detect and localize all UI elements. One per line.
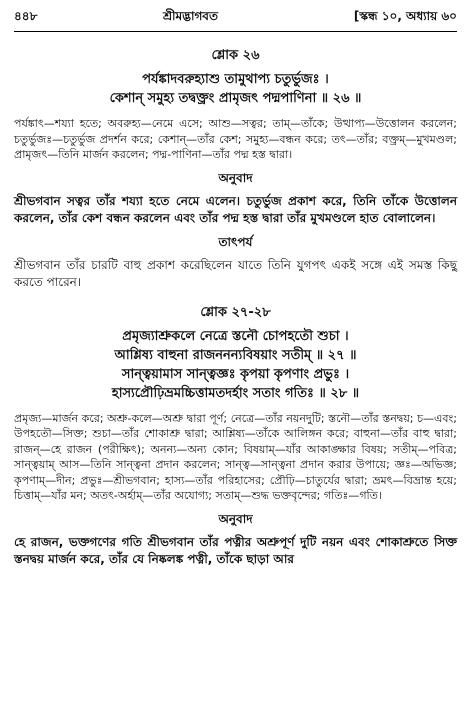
verse-26-translation: শ্রীভগবান সত্বর তাঁর শয্যা হতে নেমে এলেন। চতুর্ভুজ প্রকাশ করে, তিনি তাঁকে উত্তোলন করলেন, তাঁর কেশ বন্ধন করলেন এবং তাঁর পদ্ম হস্ত দ্বারা তাঁর মুখমণ্ডলে হাত বোলালেন। [14, 193, 457, 225]
verse-27-28-translation-heading: অনুবাদ [218, 511, 253, 526]
verse-27-28-text [14, 327, 457, 403]
page-number: ৪৪৮ [14, 9, 38, 23]
verse-27-28-synonyms: প্রমৃজ্য—মার্জন করে; অশ্রু-কলে—অশ্রু দ্বারা পূর্ণ; নেত্রে—তাঁর নয়নদুটি; স্তনৌ—তাঁর স্তনদ্বয়; চ—এবং; উপহতৌ—সিক্ত; শুচা—তাঁর শোকাশ্রু দ্বারা; আশ্লিষ্য—তাঁকে আলিঙ্গন করে; বাহুনা—তাঁর বাহু দ্বারা; রাজন্—হে রাজন (পরীক্ষিৎ); অনন্য—অন্য কোন; বিষয়াম্—যাঁর আকাঙ্ক্ষার বিষয়; সতীম্—পবিত্র; সান্ত্বয়াম্ আস—তিনি সান্ত্বনা প্রদান করলেন; সান্ত্ব—সান্ত্বনা প্রদান করার উপায়ে; জ্ঞঃ—অভিজ্ঞ; কৃপণাম্—দীন; প্রভুঃ—শ্রীভগবান; হাস্য—তাঁর পরিহাসের; প্রৌঢ়ি—চাতুর্যের দ্বারা; ভ্রমৎ—বিভ্রান্ত হয়ে; চিত্তাম্—যাঁর মন; অতৎ-অর্হাম্—তাঁর অযোগ্য; সতাম্—শুদ্ধ ভক্তবৃন্দের; গতিঃ—গতি। [14, 411, 457, 502]
verse-line: হাস্যপ্রৌঢ়িভ্রমচ্চিত্তামতদর্হাং সতাং গতিঃ ॥ ২৮ ॥ [111, 385, 360, 401]
chapter-location: [স্কন্ধ ১০, অধ্যায় ৬০ [353, 9, 457, 23]
verse-line: প্রমৃজ্যাশ্রুকলে নেত্রে স্তনৌ চোপহতৌ শুচা । [122, 328, 349, 344]
verse-26-title: শ্লোক ২৬ [211, 48, 260, 63]
verse-line: পর্যঙ্কাদবরুহ্যাশু তামুথাপ্য চতুর্ভুজঃ । [142, 72, 329, 87]
verse-27-28-title: শ্লোক ২৭-২৮ [200, 304, 271, 320]
verse-26-translation-heading: অনুবাদ [218, 170, 253, 185]
verse-line: সান্ত্বয়ামাস সান্ত্বজ্ঞঃ কৃপয়া কৃপণাং প্রভুঃ । [121, 366, 350, 382]
verse-line: আশ্লিষ্য বাহুনা রাজননন্যবিষয়াং সতীম্ ॥ ২৭ ॥ [114, 347, 357, 363]
verse-26-synonyms: পর্যঙ্কাৎ—শয্যা হতে; অবরুহ্য—নেমে এসে; আশু—সত্বর; তাম্—তাঁকে; উত্থাপ্য—উত্তোলন করলেন; চতুর্ভুজঃ—চতুর্ভুজ প্রদর্শন করে; কেশান্—তাঁর কেশ; সমুহ্য—বন্ধন করে; তৎ—তাঁর; বক্ত্রম্—মুখমণ্ডল; প্রামৃজৎ—তিনি মার্জন করলেন; পদ্ম-পাণিনা—তাঁর পদ্ম হস্ত দ্বারা। [14, 117, 457, 161]
book-title: শ্রীমদ্ভাগবত [162, 9, 218, 23]
verse-26-purport-heading: তাৎপর্য [218, 234, 253, 249]
verse-line: কেশান্ সমুহ্য তদ্বক্ত্রং প্রামৃজৎ পদ্মপাণিনা ॥ ২৬ ॥ [109, 91, 362, 106]
verse-27-28-translation: হে রাজন, ভক্তগণের গতি শ্রীভগবান তাঁর পত্নীর অশ্রুপূর্ণ দুটি নয়ন এবং শোকাশ্রুতে সিক্ত স্তনদ্বয় মার্জন করে, তাঁর যে নিষ্কলঙ্ক পত্নী, তাঁকে ছাড়া আর [14, 534, 457, 566]
verse-26-text [14, 70, 457, 108]
page-header [14, 8, 457, 32]
verse-26-purport: শ্রীভগবান তাঁর চারটি বাহু প্রকাশ করেছিলেন যাতে তিনি যুগপৎ একই সঙ্গে এই সমস্ত কিছু করতে পারেন। [14, 257, 457, 289]
